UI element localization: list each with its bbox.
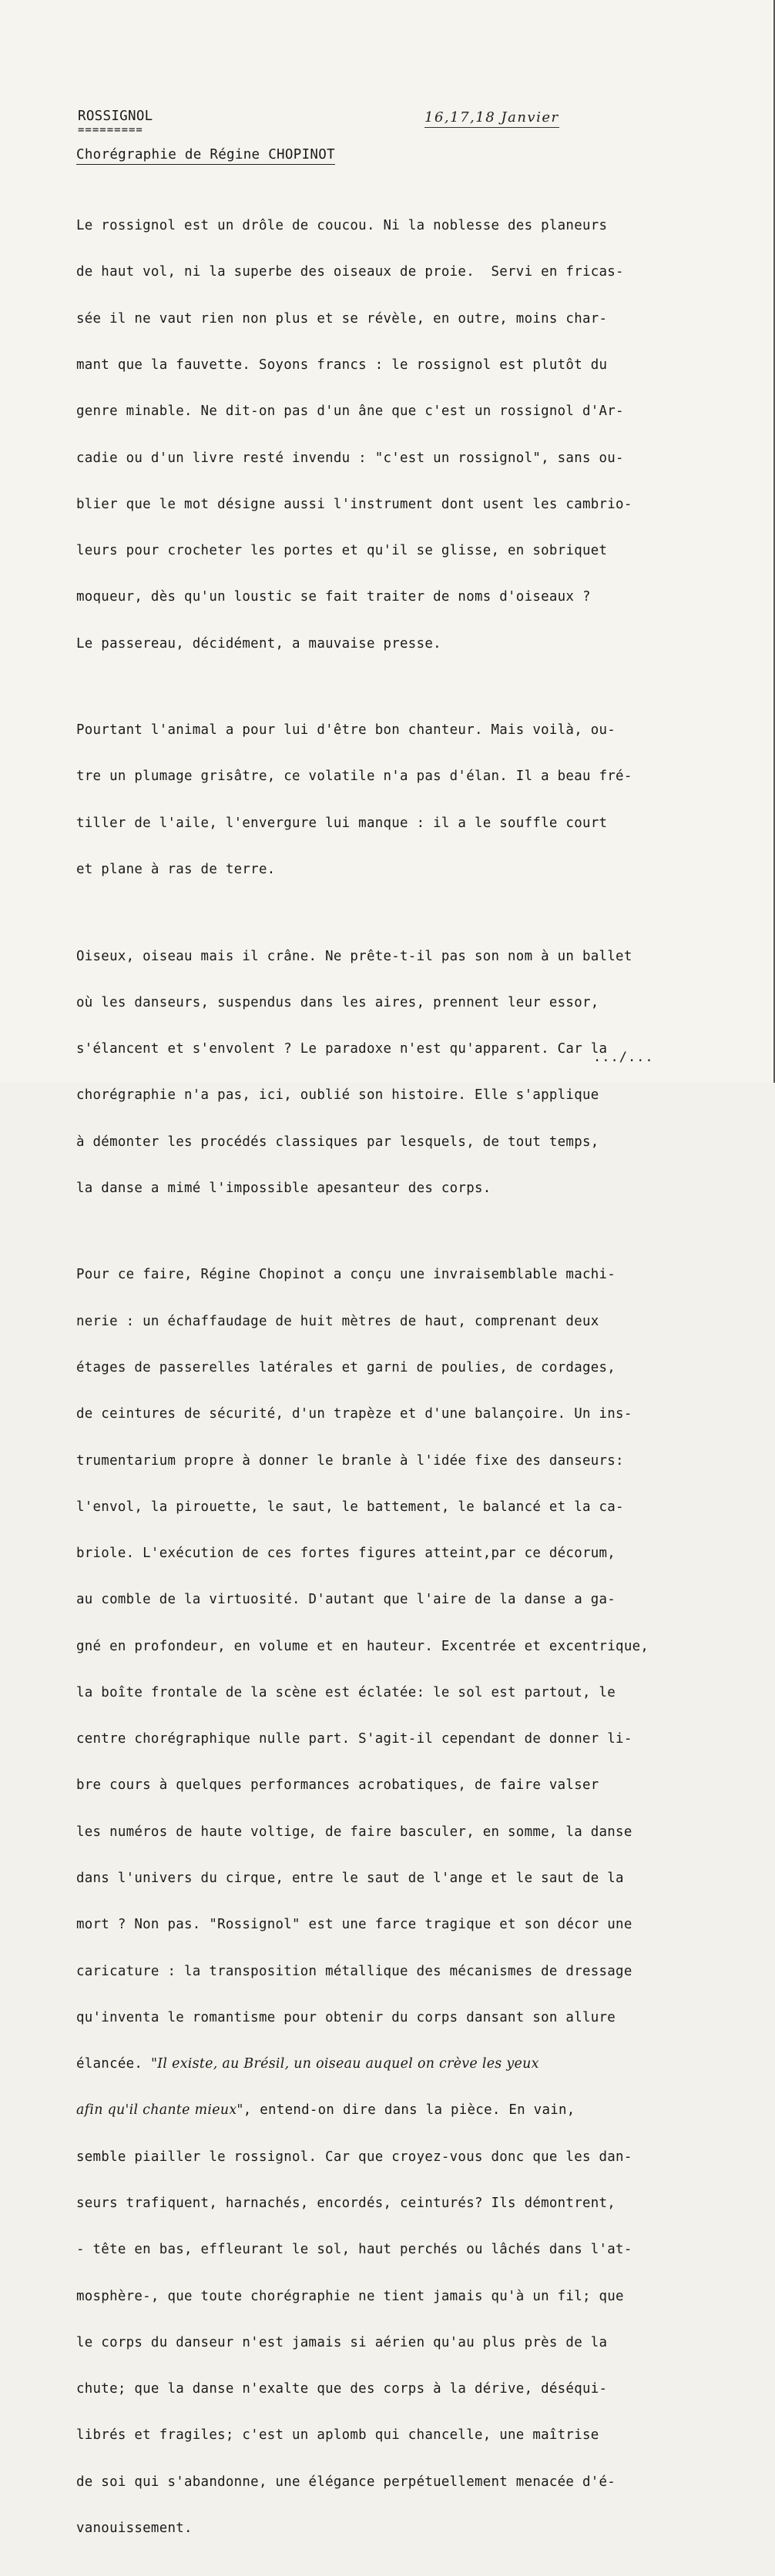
text-line: sée il ne vaut rien non plus et se révèle, en outre, moins char- (76, 310, 608, 327)
text-line: de haut vol, ni la superbe des oiseaux de proie. Servi en fricas- (76, 264, 624, 280)
text-line: Pourtant l'animal a pour lui d'être bon chanteur. Mais voilà, ou- (76, 722, 616, 739)
text-line: leurs pour crocheter les portes et qu'il se glisse, en sobriquet (76, 543, 608, 559)
text-line: cadie ou d'un livre resté invendu : "c'est un rossignol", sans ou- (76, 450, 624, 466)
text-line: mant que la fauvette. Soyons francs : le rossignol est plutôt du (76, 357, 608, 374)
text-line: - tête en bas, effleurant le sol, haut perchés ou lâchés dans l'at- (76, 2242, 632, 2258)
text-line: les numéros de haute voltige, de faire basculer, en somme, la danse (76, 1824, 632, 1840)
text-line: dans l'univers du cirque, entre le saut de l'ange et le saut de la (76, 1871, 624, 1887)
text-line: la danse a mimé l'impossible apesanteur des corps. (76, 1180, 492, 1196)
text-line: caricature : la transposition métallique des mécanismes de dressage (76, 1963, 632, 1979)
paragraph-1 (76, 187, 723, 682)
text-line: la boîte frontale de la scène est éclatée: le sol est partout, le (76, 1684, 616, 1700)
quote-line-1 (76, 2056, 723, 2072)
text-fragment: , entend-on dire dans la pièce. En vain, (243, 2102, 575, 2119)
text-line: et plane à ras de terre. (76, 862, 276, 878)
document-subtitle: Chorégraphie de Régine CHOPINOT (76, 147, 335, 165)
text-line: chorégraphie n'a pas, ici, oublié son histoire. Elle s'applique (76, 1087, 599, 1104)
text-line: mosphère-, que toute chorégraphie ne tient jamais qu'à un fil; que (76, 2288, 624, 2304)
text-line: briole. L'exécution de ces fortes figures atteint,par ce décorum, (76, 1546, 616, 1562)
text-line: blier que le mot désigne aussi l'instrument dont usent les cambrio- (76, 496, 632, 512)
text-line: nerie : un échaffaudage de huit mètres de haut, comprenant deux (76, 1313, 599, 1329)
text-line: librés et fragiles; c'est un aplomb qui chancelle, une maîtrise (76, 2427, 599, 2444)
handwritten-date: 16,17,18 Janvier (424, 109, 559, 128)
text-line: bre cours à quelques performances acrobatiques, de faire valser (76, 1777, 599, 1794)
text-line: de ceintures de sécurité, d'un trapèze et d'une balançoire. Un ins- (76, 1406, 632, 1422)
text-line: genre minable. Ne dit-on pas d'un âne que c'est un rossignol d'Ar- (76, 404, 624, 420)
text-fragment: élancée. (76, 2056, 151, 2072)
text-line: s'élancent et s'envolent ? Le paradoxe n'est qu'apparent. Car la (76, 1041, 608, 1057)
text-line: le corps du danseur n'est jamais si aérien qu'au plus près de la (76, 2334, 608, 2350)
text-line: à démonter les procédés classiques par lesquels, de tout temps, (76, 1134, 599, 1150)
text-line: Le passereau, décidément, a mauvaise presse. (76, 635, 441, 652)
paragraph-2 (76, 692, 723, 908)
text-line: trumentarium propre à donner le branle à l'idée fixe des danseurs: (76, 1452, 624, 1469)
italic-quote: "Il existe, au Brésil, un oiseau auquel on crève les yeux (150, 2056, 539, 2072)
italic-quote: afin qu'il chante mieux" (76, 2102, 243, 2119)
text-line: chute; que la danse n'exalte que des corps à la dérive, déséqui- (76, 2381, 608, 2397)
continuation-mark: .../... (593, 1050, 654, 1065)
quote-line-2 (76, 2102, 723, 2118)
text-line: qu'inventa le romantisme pour obtenir du corps dansant son allure (76, 2009, 616, 2025)
text-line: semble piailler le rossignol. Car que croyez-vous donc que les dan- (76, 2149, 632, 2165)
text-line: mort ? Non pas. "Rossignol" est une farce tragique et son décor une (76, 1917, 632, 1933)
text-line: où les danseurs, suspendus dans les aires, prennent leur essor, (76, 994, 599, 1010)
text-line: tiller de l'aile, l'envergure lui manque : il a le souffle court (76, 815, 608, 831)
text-line: Le rossignol est un drôle de coucou. Ni la noblesse des planeurs (76, 218, 608, 234)
text-line: tre un plumage grisâtre, ce volatile n'a pas d'élan. Il a beau fré- (76, 769, 632, 785)
text-line: Pour ce faire, Régine Chopinot a conçu une invraisemblable machi- (76, 1267, 616, 1283)
text-line: vanouissement. (76, 2520, 193, 2536)
title-underline: ========= (78, 124, 143, 136)
text-line: seurs trafiquent, harnachés, encordés, ceinturés? Ils démontrent, (76, 2196, 616, 2211)
text-line: Oiseux, oiseau mais il crâne. Ne prête-t-il pas son nom à un ballet (76, 948, 632, 964)
text-line: l'envol, la pirouette, le saut, le battement, le balancé et la ca- (76, 1499, 624, 1515)
text-line: de soi qui s'abandonne, une élégance perpétuellement menacée d'é- (76, 2474, 616, 2490)
paragraph-4 (76, 1236, 723, 2567)
paragraph-3 (76, 917, 723, 1227)
text-line: centre chorégraphique nulle part. S'agit-il cependant de donner li- (76, 1731, 632, 1747)
text-line: moqueur, dès qu'un loustic se fait traiter de noms d'oiseaux ? (76, 589, 591, 605)
document-title: ROSSIGNOL (78, 109, 153, 124)
text-line: au comble de la virtuosité. D'autant que l'aire de la danse a ga- (76, 1592, 616, 1608)
text-line: gné en profondeur, en volume et en hauteur. Excentrée et excentrique, (76, 1638, 649, 1654)
text-line: étages de passerelles latérales et garni de poulies, de cordages, (76, 1359, 616, 1375)
document-body (76, 187, 723, 2576)
